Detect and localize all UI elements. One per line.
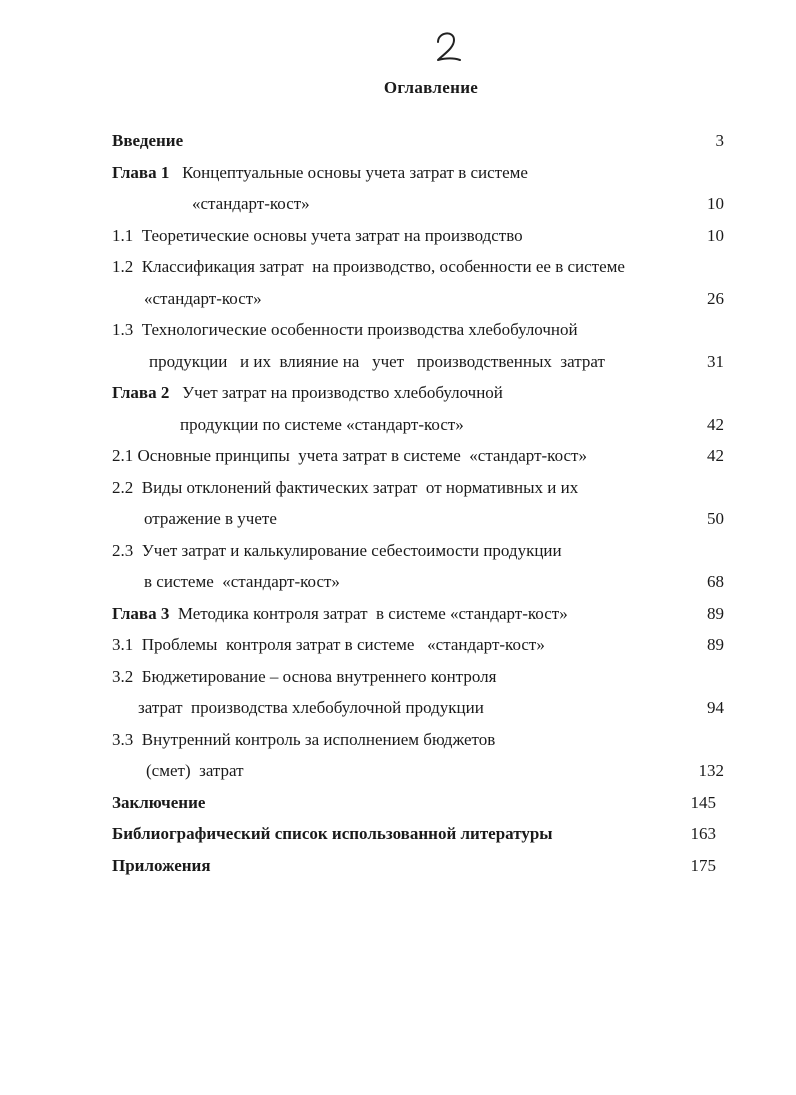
toc-entry-page: 42: [707, 446, 724, 465]
toc-entry-page: 31: [707, 352, 724, 371]
toc-entry-text: [112, 381, 503, 405]
toc-entry-chapter-2-cont[interactable]: [112, 413, 724, 437]
toc-entry-chapter-1[interactable]: [112, 161, 724, 185]
toc-entry-conclusion[interactable]: [112, 791, 716, 815]
toc-entry-2-2[interactable]: [112, 476, 724, 500]
toc-entry-text: отражение в учете: [144, 509, 277, 528]
toc-entry-page: 10: [707, 226, 724, 245]
toc-chapter-label: Глава 3: [112, 604, 170, 623]
toc-entry-page: 175: [690, 856, 716, 875]
toc-chapter-label: Глава 2: [112, 383, 170, 402]
toc-entry-label: Введение: [112, 131, 184, 150]
toc-chapter-title: Методика контроля затрат в системе «стандарт-кост»: [177, 604, 568, 623]
toc-entry-text: [112, 161, 528, 185]
toc-chapter-label: Глава 1: [112, 163, 170, 182]
toc-chapter-title: Концептуальные основы учета затрат в системе: [182, 163, 528, 182]
handwritten-page-number: [428, 22, 468, 72]
toc-entry-bibliography[interactable]: [112, 822, 716, 846]
toc-entry-2-2-cont[interactable]: [112, 507, 724, 531]
toc-entry-text: затрат производства хлебобулочной продукции: [138, 698, 484, 717]
toc-entry-page: 89: [707, 635, 724, 654]
toc-entry-1-3[interactable]: [112, 318, 724, 342]
toc-entry-page: 26: [707, 289, 724, 308]
toc-entry-text: 3.3 Внутренний контроль за исполнением бюджетов: [112, 730, 496, 749]
toc-entry-1-1[interactable]: [112, 224, 724, 248]
toc-entry-label: Библиографический список использованной литературы: [112, 824, 553, 843]
toc-entry-text: 2.2 Виды отклонений фактических затрат от нормативных и их: [112, 478, 579, 497]
toc-entry-1-2-cont[interactable]: [112, 287, 724, 311]
toc-entry-text: [112, 602, 568, 626]
toc-entry-text: «стандарт-кост»: [144, 289, 262, 308]
toc-entry-page: 145: [690, 793, 716, 812]
toc-entry-label: Приложения: [112, 856, 211, 875]
toc-entry-text: (смет) затрат: [146, 761, 244, 780]
toc-entry-text: 1.2 Классификация затрат на производство, особенности ее в системе: [112, 257, 625, 276]
toc-entry-text: 3.2 Бюджетирование – основа внутреннего контроля: [112, 667, 497, 686]
toc-entry-page: 163: [690, 824, 716, 843]
toc-entry-chapter-1-cont[interactable]: [112, 192, 724, 216]
toc-entry-text: 1.3 Технологические особенности производства хлебобулочной: [112, 320, 578, 339]
toc-entry-page: 10: [707, 194, 724, 213]
toc-entry-text: 1.1 Теоретические основы учета затрат на производство: [112, 226, 523, 245]
toc-entry-text: 2.3 Учет затрат и калькулирование себестоимости продукции: [112, 541, 562, 560]
toc-entry-3-1[interactable]: [112, 633, 724, 657]
toc-entry-page: 132: [698, 761, 724, 780]
toc-entry-appendices[interactable]: [112, 854, 716, 878]
toc-entry-2-3-cont[interactable]: [112, 570, 724, 594]
toc-entry-page: 3: [715, 131, 724, 150]
toc-entry-3-3[interactable]: [112, 728, 724, 752]
toc-entry-page: 89: [707, 604, 724, 623]
toc-entry-1-2[interactable]: [112, 255, 724, 279]
toc-entry-3-2-cont[interactable]: [112, 696, 724, 720]
toc-entry-chapter-2[interactable]: [112, 381, 724, 405]
toc-entry-chapter-3[interactable]: [112, 602, 724, 626]
toc-entry-label: Заключение: [112, 793, 206, 812]
toc-entry-text: 2.1 Основные принципы учета затрат в системе «стандарт-кост»: [112, 446, 587, 465]
page-title: Оглавление: [383, 78, 479, 97]
toc-entry-2-1[interactable]: [112, 444, 724, 468]
toc-chapter-title: Учет затрат на производство хлебобулочной: [182, 383, 503, 402]
toc-entry-3-2[interactable]: [112, 665, 724, 689]
toc-entry-text: продукции и их влияние на учет производственных затрат: [149, 352, 605, 371]
toc-entry-page: 42: [707, 415, 724, 434]
handwritten-page-number-mark: [428, 22, 468, 72]
toc-entry-text: продукции по системе «стандарт-кост»: [180, 415, 464, 434]
toc-entry-page: 68: [707, 572, 724, 591]
toc-entry-text: 3.1 Проблемы контроля затрат в системе «стандарт-кост»: [112, 635, 545, 654]
toc-entry-page: 50: [707, 509, 724, 528]
toc-entry-page: 94: [707, 698, 724, 717]
toc-entry-3-3-cont[interactable]: [112, 759, 724, 783]
toc-entry-introduction[interactable]: [112, 129, 724, 153]
toc-entry-2-3[interactable]: [112, 539, 724, 563]
toc-entry-text: «стандарт-кост»: [192, 194, 310, 213]
toc-entry-1-3-cont[interactable]: [112, 350, 724, 374]
toc-entry-text: в системе «стандарт-кост»: [144, 572, 340, 591]
